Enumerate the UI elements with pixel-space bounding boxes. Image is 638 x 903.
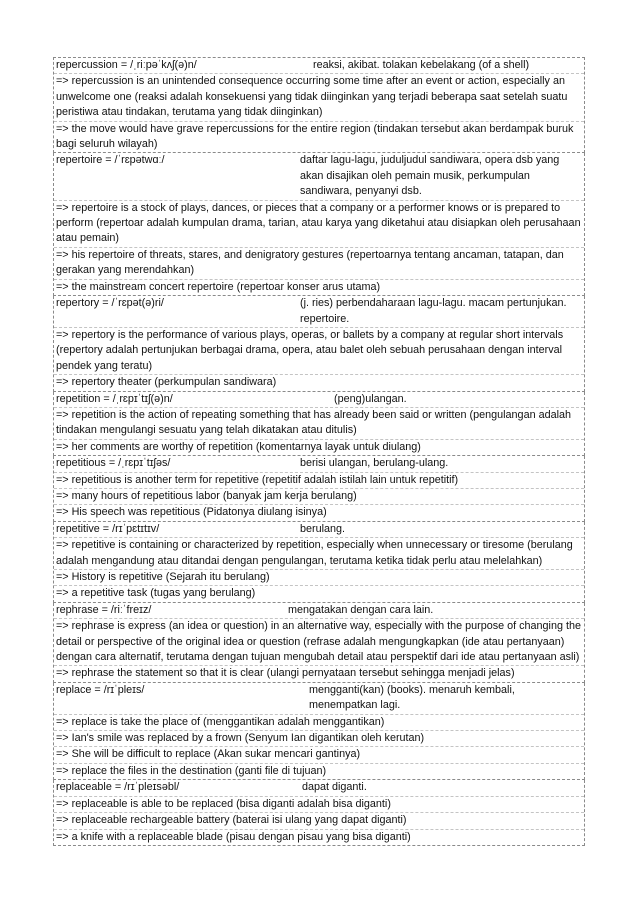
entry-term: replace = /rɪˈpleɪs/ <box>56 683 145 696</box>
entry-definition-line: => repertory is the performance of various plays, operas, or ballets by a company at regular short intervals (repertory adalah pertunjukan berbagai drama, opera, atau balet oleh sebuah perusahaan dengan interval pendek yang teratu) <box>54 328 584 375</box>
entry-definition-line: => repetitive is containing or characterized by repetition, especially when unnecessary or tiresome (berulang adalah mengandung atau ditandai dengan pengulangan, terutama ketika tidak perlu atau melelahkan) <box>54 538 584 570</box>
dictionary-entry <box>53 522 585 603</box>
dictionary-entry <box>53 456 585 522</box>
entry-gloss: daftar lagu-lagu, juduljudul sandiwara, opera dsb yang akan disajikan oleh pemain musik, perkumpulan sandiwara, penyanyi dsb. <box>300 154 560 198</box>
entry-headword-line <box>54 780 584 796</box>
entry-definition-line: => repertoire is a stock of plays, dances, or pieces that a company or a performer knows or is prepared to perform (repertoar adalah kumpulan drama, tarian, atau karya yang diketahui atau disiapkan oleh perusahaan atau pemain) <box>54 201 584 248</box>
entry-headword-line <box>54 603 584 619</box>
entry-definition-line: => replaceable is able to be replaced (bisa diganti adalah bisa diganti) <box>54 797 584 813</box>
entry-term: rephrase = /riːˈfreɪz/ <box>56 603 152 616</box>
dictionary-page <box>53 57 585 846</box>
entry-definition-line: => repercussion is an unintended consequence occurring some time after an event or action, especially an unwelcome one (reaksi adalah konsekuensi yang tidak diinginkan yang terjadi beberapa saat setelah suatu peristiwa atau tindakan, terutama yang tidak diinginkan) <box>54 74 584 121</box>
entry-headword-line <box>54 392 584 408</box>
entry-term: repetition = /ˌrɛpɪˈtɪʃ(ə)n/ <box>56 392 173 405</box>
entry-definition-line: => repetition is the action of repeating something that has already been said or written (pengulangan adalah tindakan mengulangi sesuatu yang telah dikatakan atau ditulis) <box>54 408 584 440</box>
entry-term: repercussion = /ˌriːpəˈkʌʃ(ə)n/ <box>56 59 197 71</box>
dictionary-entry <box>53 392 585 457</box>
entry-gloss: (j. ries) perbendaharaan lagu-lagu. macam pertunjukan. repertoire. <box>300 297 567 325</box>
entry-definition-line: => rephrase is express (an idea or question) in an alternative way, especially with the purpose of changing the detail or perspective of the original idea or question (refrase adalah mengungkapkan (ide atau pertanyaan) dengan cara alternatif, terutama dengan tujuan mengubah detail atau perspektif dari ide atau pertanyaan asli) <box>54 619 584 666</box>
dictionary-entry <box>53 57 585 153</box>
entry-headword-line <box>54 456 584 472</box>
entry-gloss: dapat diganti. <box>302 781 367 794</box>
entry-term: repetitious = /ˌrɛpɪˈtɪʃəs/ <box>56 457 171 470</box>
entry-definition-line: => her comments are worthy of repetition (komentarnya layak untuk diulang) <box>56 440 421 453</box>
entry-definition-line: => rephrase the statement so that it is clear (ulangi pernyataan tersebut sehingga menjadi jelas) <box>56 667 515 680</box>
entry-headword-line <box>54 58 584 74</box>
entry-headword-line <box>54 153 584 200</box>
entry-definition-line: => Ian's smile was replaced by a frown (Senyum Ian digantikan oleh kerutan) <box>54 731 584 747</box>
entry-definition-line: => replace the files in the destination (ganti file di tujuan) <box>56 764 327 777</box>
entry-definition-line: => History is repetitive (Sejarah itu berulang) <box>54 570 584 586</box>
entry-definition-line: => replace is take the place of (menggantikan adalah menggantikan) <box>54 715 584 731</box>
entry-definition-line: => his repertoire of threats, stares, and denigratory gestures (repertoarnya tentang ancaman, tatapan, dan gerakan yang merendahkan) <box>54 248 584 280</box>
dictionary-entry <box>53 780 585 846</box>
entry-gloss: mengganti(kan) (books). menaruh kembali, menempatkan lagi. <box>309 683 515 712</box>
entry-definition-line: => a knife with a replaceable blade (pisau dengan pisau yang bisa diganti) <box>56 830 411 843</box>
entry-headword-line <box>54 683 584 715</box>
entry-gloss: berulang. <box>300 522 346 535</box>
dictionary-entry <box>53 683 585 780</box>
entry-term: repertoire = /ˈrɛpətwɑː/ <box>56 154 165 167</box>
entry-definition-line: => replaceable rechargeable battery (baterai isi ulang yang dapat diganti) <box>54 813 584 829</box>
dictionary-entry <box>53 153 585 296</box>
entry-term: repertory = /ˈrɛpət(ə)ri/ <box>56 297 164 310</box>
entry-headword-line <box>54 522 584 538</box>
entry-definition-line: => many hours of repetitious labor (banyak jam kerja berulang) <box>54 489 584 505</box>
entry-gloss: (peng)ulangan. <box>334 392 407 405</box>
entry-definition-line: => repetitious is another term for repetitive (repetitif adalah istilah lain untuk repetitif) <box>54 473 584 489</box>
entry-definition-line: => She will be difficult to replace (Akan sukar mencari gantinya) <box>54 747 584 763</box>
entry-definition-line: => a repetitive task (tugas yang berulang) <box>56 587 256 600</box>
entry-definition-line: => the move would have grave repercussions for the entire region (tindakan tersebut akan berdampak buruk bagi seluruh wilayah) <box>56 122 574 151</box>
entry-gloss: reaksi, akibat. tolakan kebelakang (of a shell) <box>313 59 530 71</box>
dictionary-entry <box>53 603 585 683</box>
entry-term: replaceable = /rɪˈpleɪsəbl/ <box>56 781 180 794</box>
entry-gloss: berisi ulangan, berulang-ulang. <box>300 457 449 470</box>
entry-term: repetitive = /rɪˈpɛtɪtɪv/ <box>56 522 160 535</box>
entry-gloss: mengatakan dengan cara lain. <box>288 603 434 616</box>
entry-definition-line: => repertory theater (perkumpulan sandiwara) <box>56 376 277 389</box>
entry-headword-line <box>54 296 584 328</box>
entry-definition-line: => the mainstream concert repertoire (repertoar konser arus utama) <box>56 280 381 293</box>
entry-definition-line: => His speech was repetitious (Pidatonya diulang isinya) <box>56 506 327 519</box>
dictionary-entry <box>53 296 585 391</box>
